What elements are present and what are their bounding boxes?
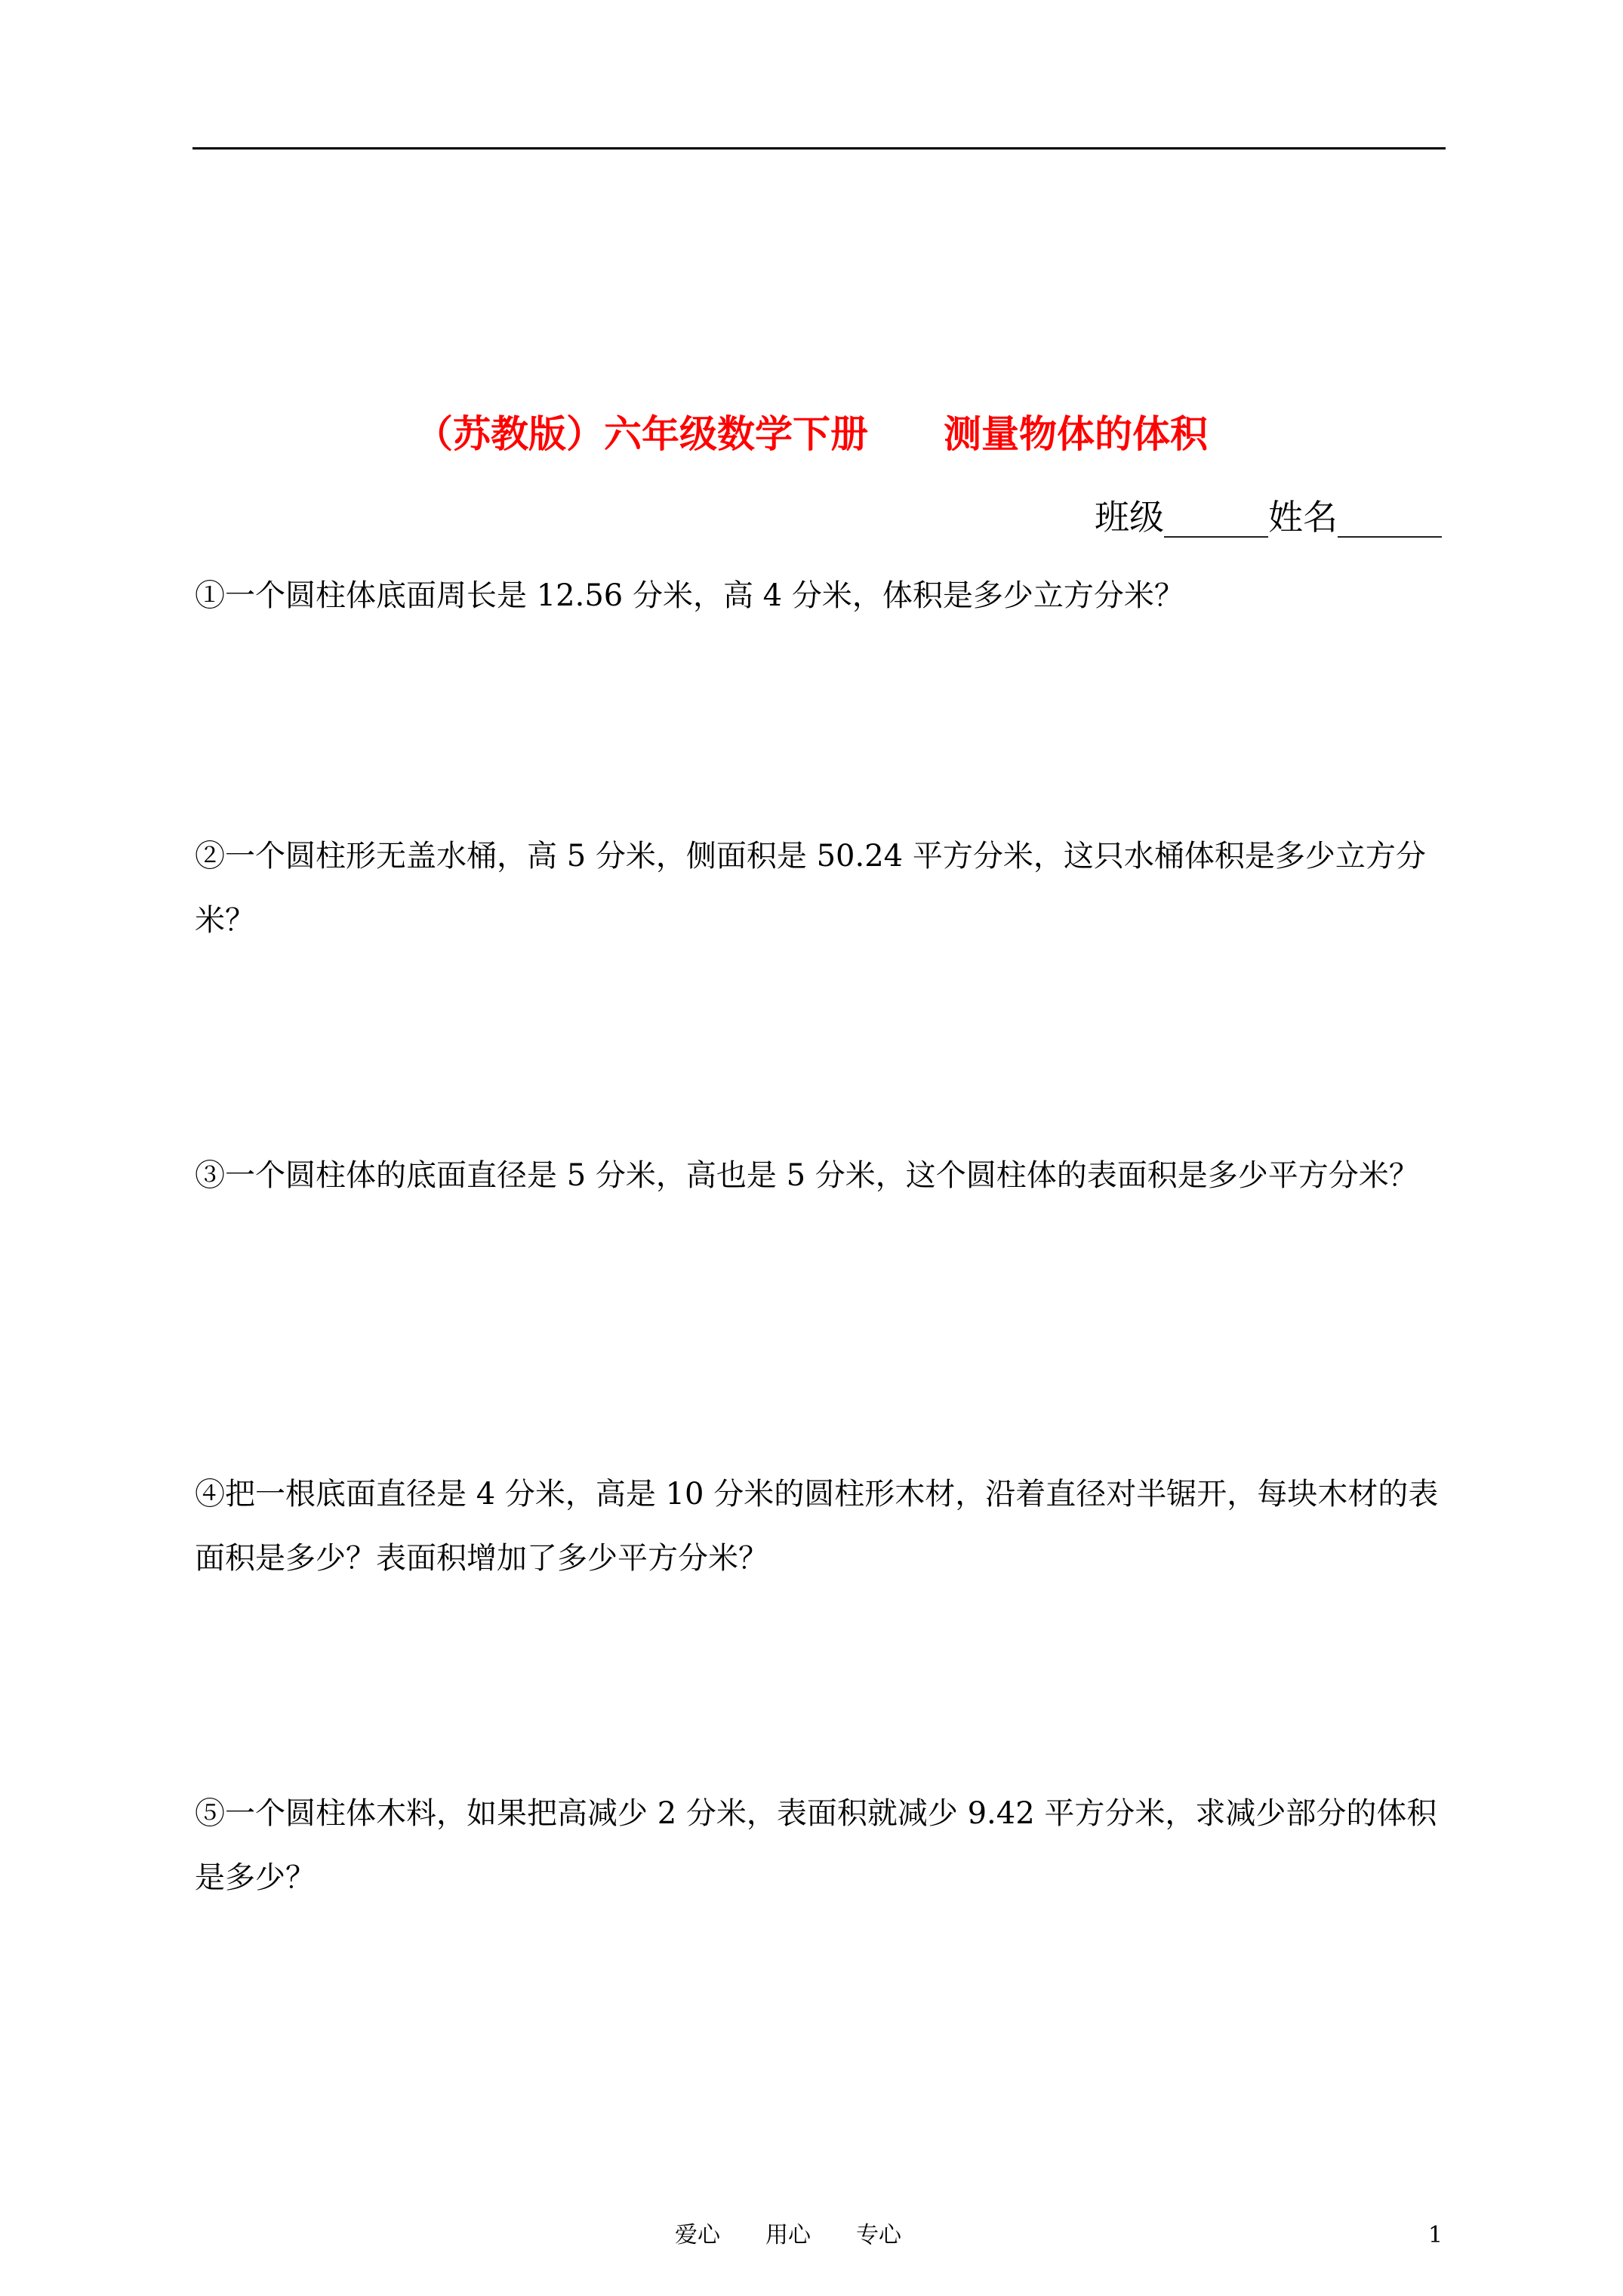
document-title: （苏教版）六年级数学下册 测量物体的体积 xyxy=(415,411,1208,456)
question-2: ②一个圆柱形无盖水桶，高 5 分米，侧面积是 50.24 平方分米，这只水桶体积是多少立方分米？ xyxy=(195,839,1426,938)
question-3: ③一个圆柱体的底面直径是 5 分米，高也是 5 分米，这个圆柱体的表面积是多少平方分米？ xyxy=(195,1158,1419,1193)
page-number: 1 xyxy=(1428,2222,1443,2248)
footer-slogan: 爱心 用心 专心 xyxy=(675,2222,901,2248)
question-5: ⑤一个圆柱体木料，如果把高减少 2 分米，表面积就减少 9.42 平方分米，求减少部分的体积是多少？ xyxy=(195,1796,1437,1895)
question-1: ①一个圆柱体底面周长是 12.56 分米，高 4 分米，体积是多少立方分米？ xyxy=(195,578,1184,613)
class-name-line: 班级______姓名______ xyxy=(1095,497,1442,538)
header-rule xyxy=(192,147,1446,149)
question-4: ④把一根底面直径是 4 分米，高是 10 分米的圆柱形木材，沿着直径对半锯开，每块木材的表面积是多少？表面积增加了多少平方分米？ xyxy=(195,1477,1439,1576)
